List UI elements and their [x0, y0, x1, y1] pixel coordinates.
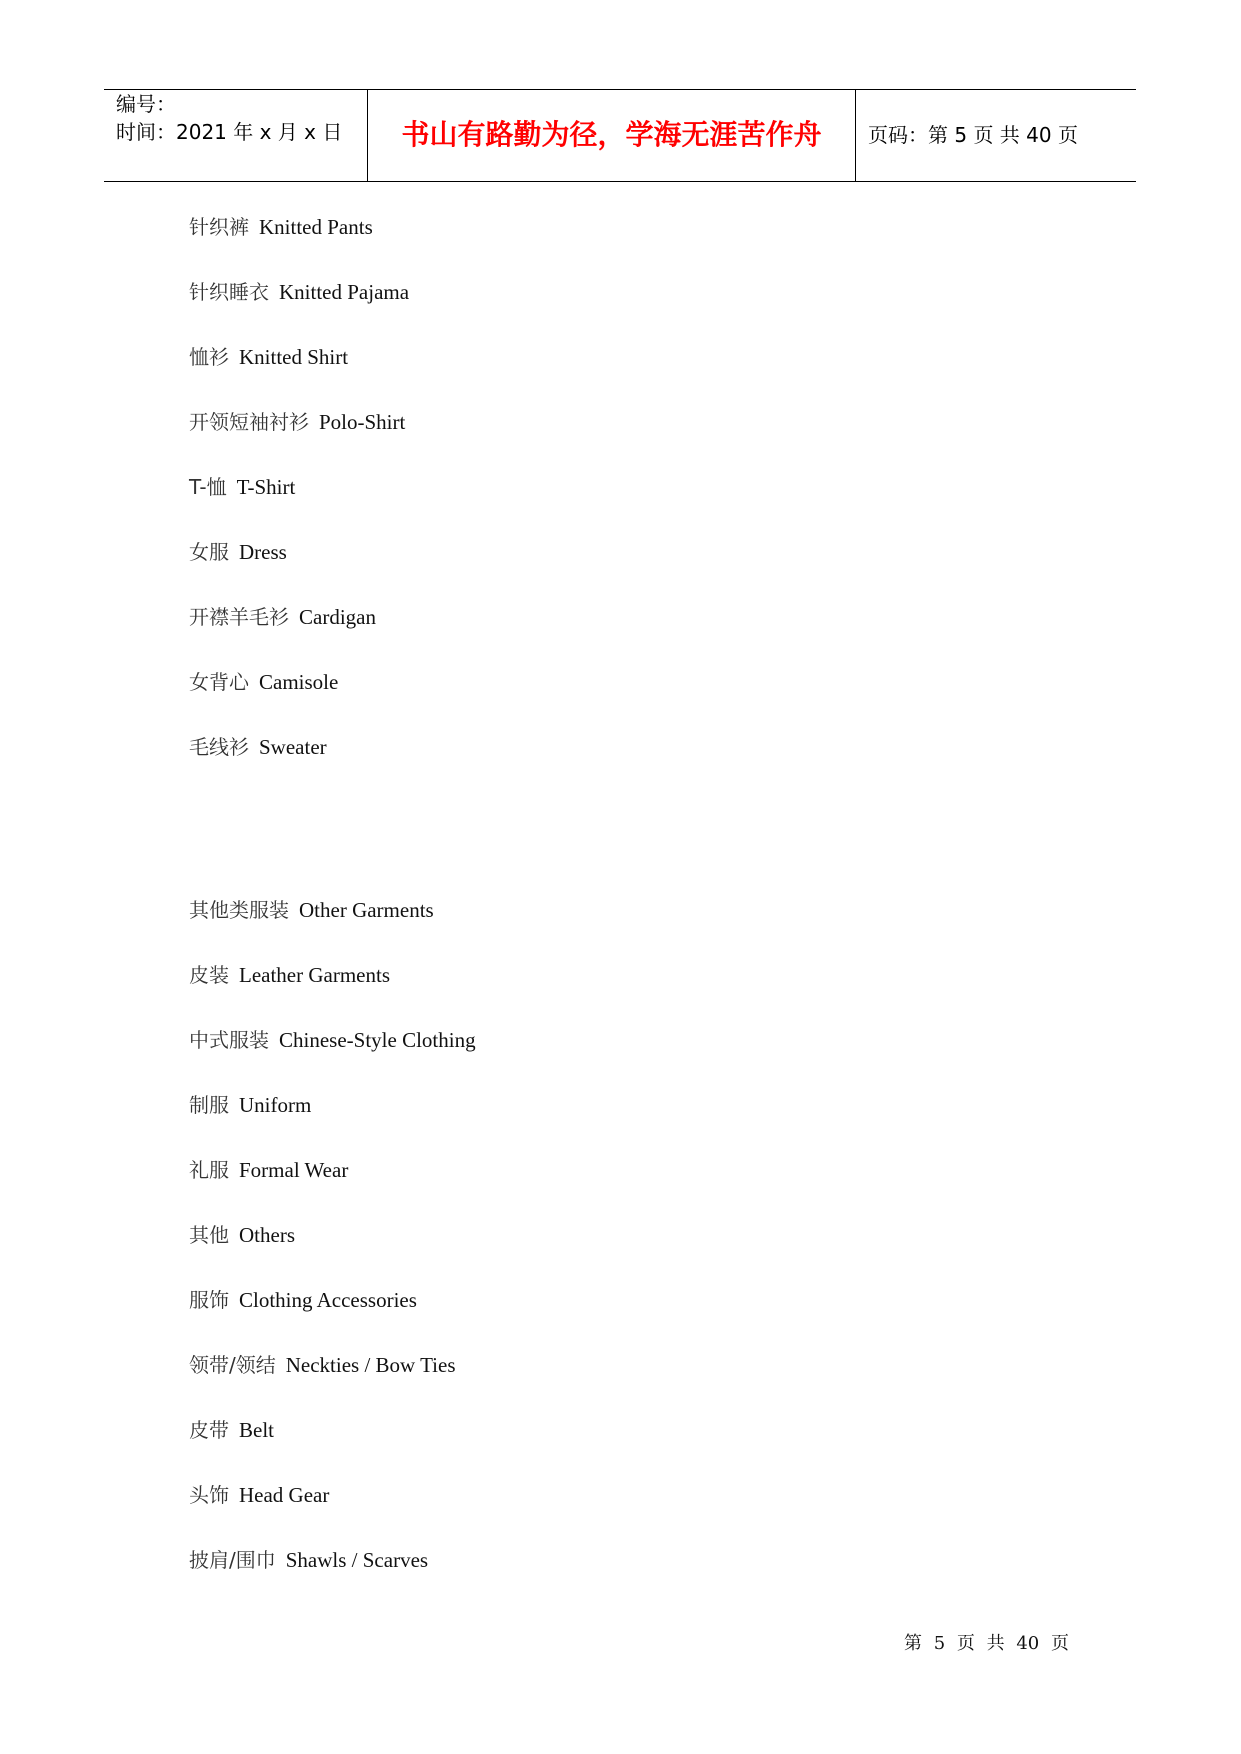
term-english: T-Shirt: [236, 475, 296, 499]
header-motto-cell: [368, 90, 856, 181]
term-chinese: 披肩/围巾: [189, 1548, 276, 1572]
term-english: Knitted Pants: [259, 215, 373, 239]
term-chinese: 皮带: [189, 1418, 229, 1442]
term-english: Camisole: [259, 670, 339, 694]
term-chinese: T-恤: [189, 475, 227, 499]
term-chinese: 服饰: [189, 1288, 229, 1312]
term-chinese: 其他类服装: [189, 898, 289, 922]
term-chinese: 中式服装: [189, 1028, 269, 1052]
list-item: [189, 344, 348, 370]
list-item: [189, 1157, 348, 1183]
term-english: Chinese-Style Clothing: [279, 1028, 476, 1052]
term-english: Neckties / Bow Ties: [285, 1353, 456, 1377]
header-motto: 书山有路勤为径，学海无涯苦作舟: [401, 118, 822, 151]
list-item: [189, 409, 405, 435]
list-item: [189, 897, 434, 923]
list-item: [189, 962, 390, 988]
term-english: Polo-Shirt: [319, 410, 406, 434]
term-english: Knitted Shirt: [239, 345, 349, 369]
list-item: [189, 1417, 274, 1443]
term-chinese: 女服: [189, 540, 229, 564]
term-english: Formal Wear: [239, 1158, 349, 1182]
term-chinese: 针织裤: [189, 215, 249, 239]
list-item: [189, 1547, 428, 1573]
term-english: Other Garments: [299, 898, 434, 922]
term-chinese: 针织睡衣: [189, 280, 269, 304]
term-english: Cardigan: [299, 605, 376, 629]
term-english: Uniform: [239, 1093, 312, 1117]
term-chinese: 头饰: [189, 1483, 229, 1507]
list-item: [189, 474, 295, 500]
term-chinese: 开襟羊毛衫: [189, 605, 289, 629]
term-chinese: 制服: [189, 1093, 229, 1117]
list-item: [189, 734, 327, 760]
term-english: Head Gear: [239, 1483, 330, 1507]
term-chinese: 皮装: [189, 963, 229, 987]
list-item: [189, 279, 409, 305]
list-item: [189, 1222, 295, 1248]
header-page-cell: [856, 90, 1136, 181]
page-footer-number: 第 5 页 共 40 页: [904, 1633, 1069, 1654]
term-english: Dress: [239, 540, 287, 564]
page-header: [104, 89, 1136, 182]
header-page-number: 页码：第 5 页 共 40 页: [868, 123, 1078, 147]
term-chinese: 领带/领结: [189, 1353, 276, 1377]
term-english: Knitted Pajama: [279, 280, 410, 304]
term-chinese: 礼服: [189, 1158, 229, 1182]
term-english: Shawls / Scarves: [285, 1548, 429, 1572]
term-chinese: 开领短袖衬衫: [189, 410, 309, 434]
list-item: [189, 539, 287, 565]
term-english: Clothing Accessories: [239, 1288, 417, 1312]
term-english: Others: [239, 1223, 295, 1247]
list-item: [189, 1092, 311, 1118]
term-chinese: 其他: [189, 1223, 229, 1247]
list-item: [189, 1482, 329, 1508]
list-item: [189, 669, 338, 695]
list-item: [189, 1352, 456, 1378]
list-item: [189, 1287, 417, 1313]
doc-code-label: 编号：: [116, 92, 176, 116]
term-english: Belt: [239, 1418, 274, 1442]
term-chinese: 恤衫: [189, 345, 229, 369]
term-english: Leather Garments: [239, 963, 391, 987]
term-chinese: 毛线衫: [189, 735, 249, 759]
term-english: Sweater: [259, 735, 327, 759]
list-item: [189, 214, 373, 240]
doc-date: 时间：2021 年 x 月 x 日: [116, 120, 343, 144]
list-item: [189, 1027, 476, 1053]
term-chinese: 女背心: [189, 670, 249, 694]
header-meta-cell: [104, 90, 368, 181]
list-item: [189, 604, 376, 630]
